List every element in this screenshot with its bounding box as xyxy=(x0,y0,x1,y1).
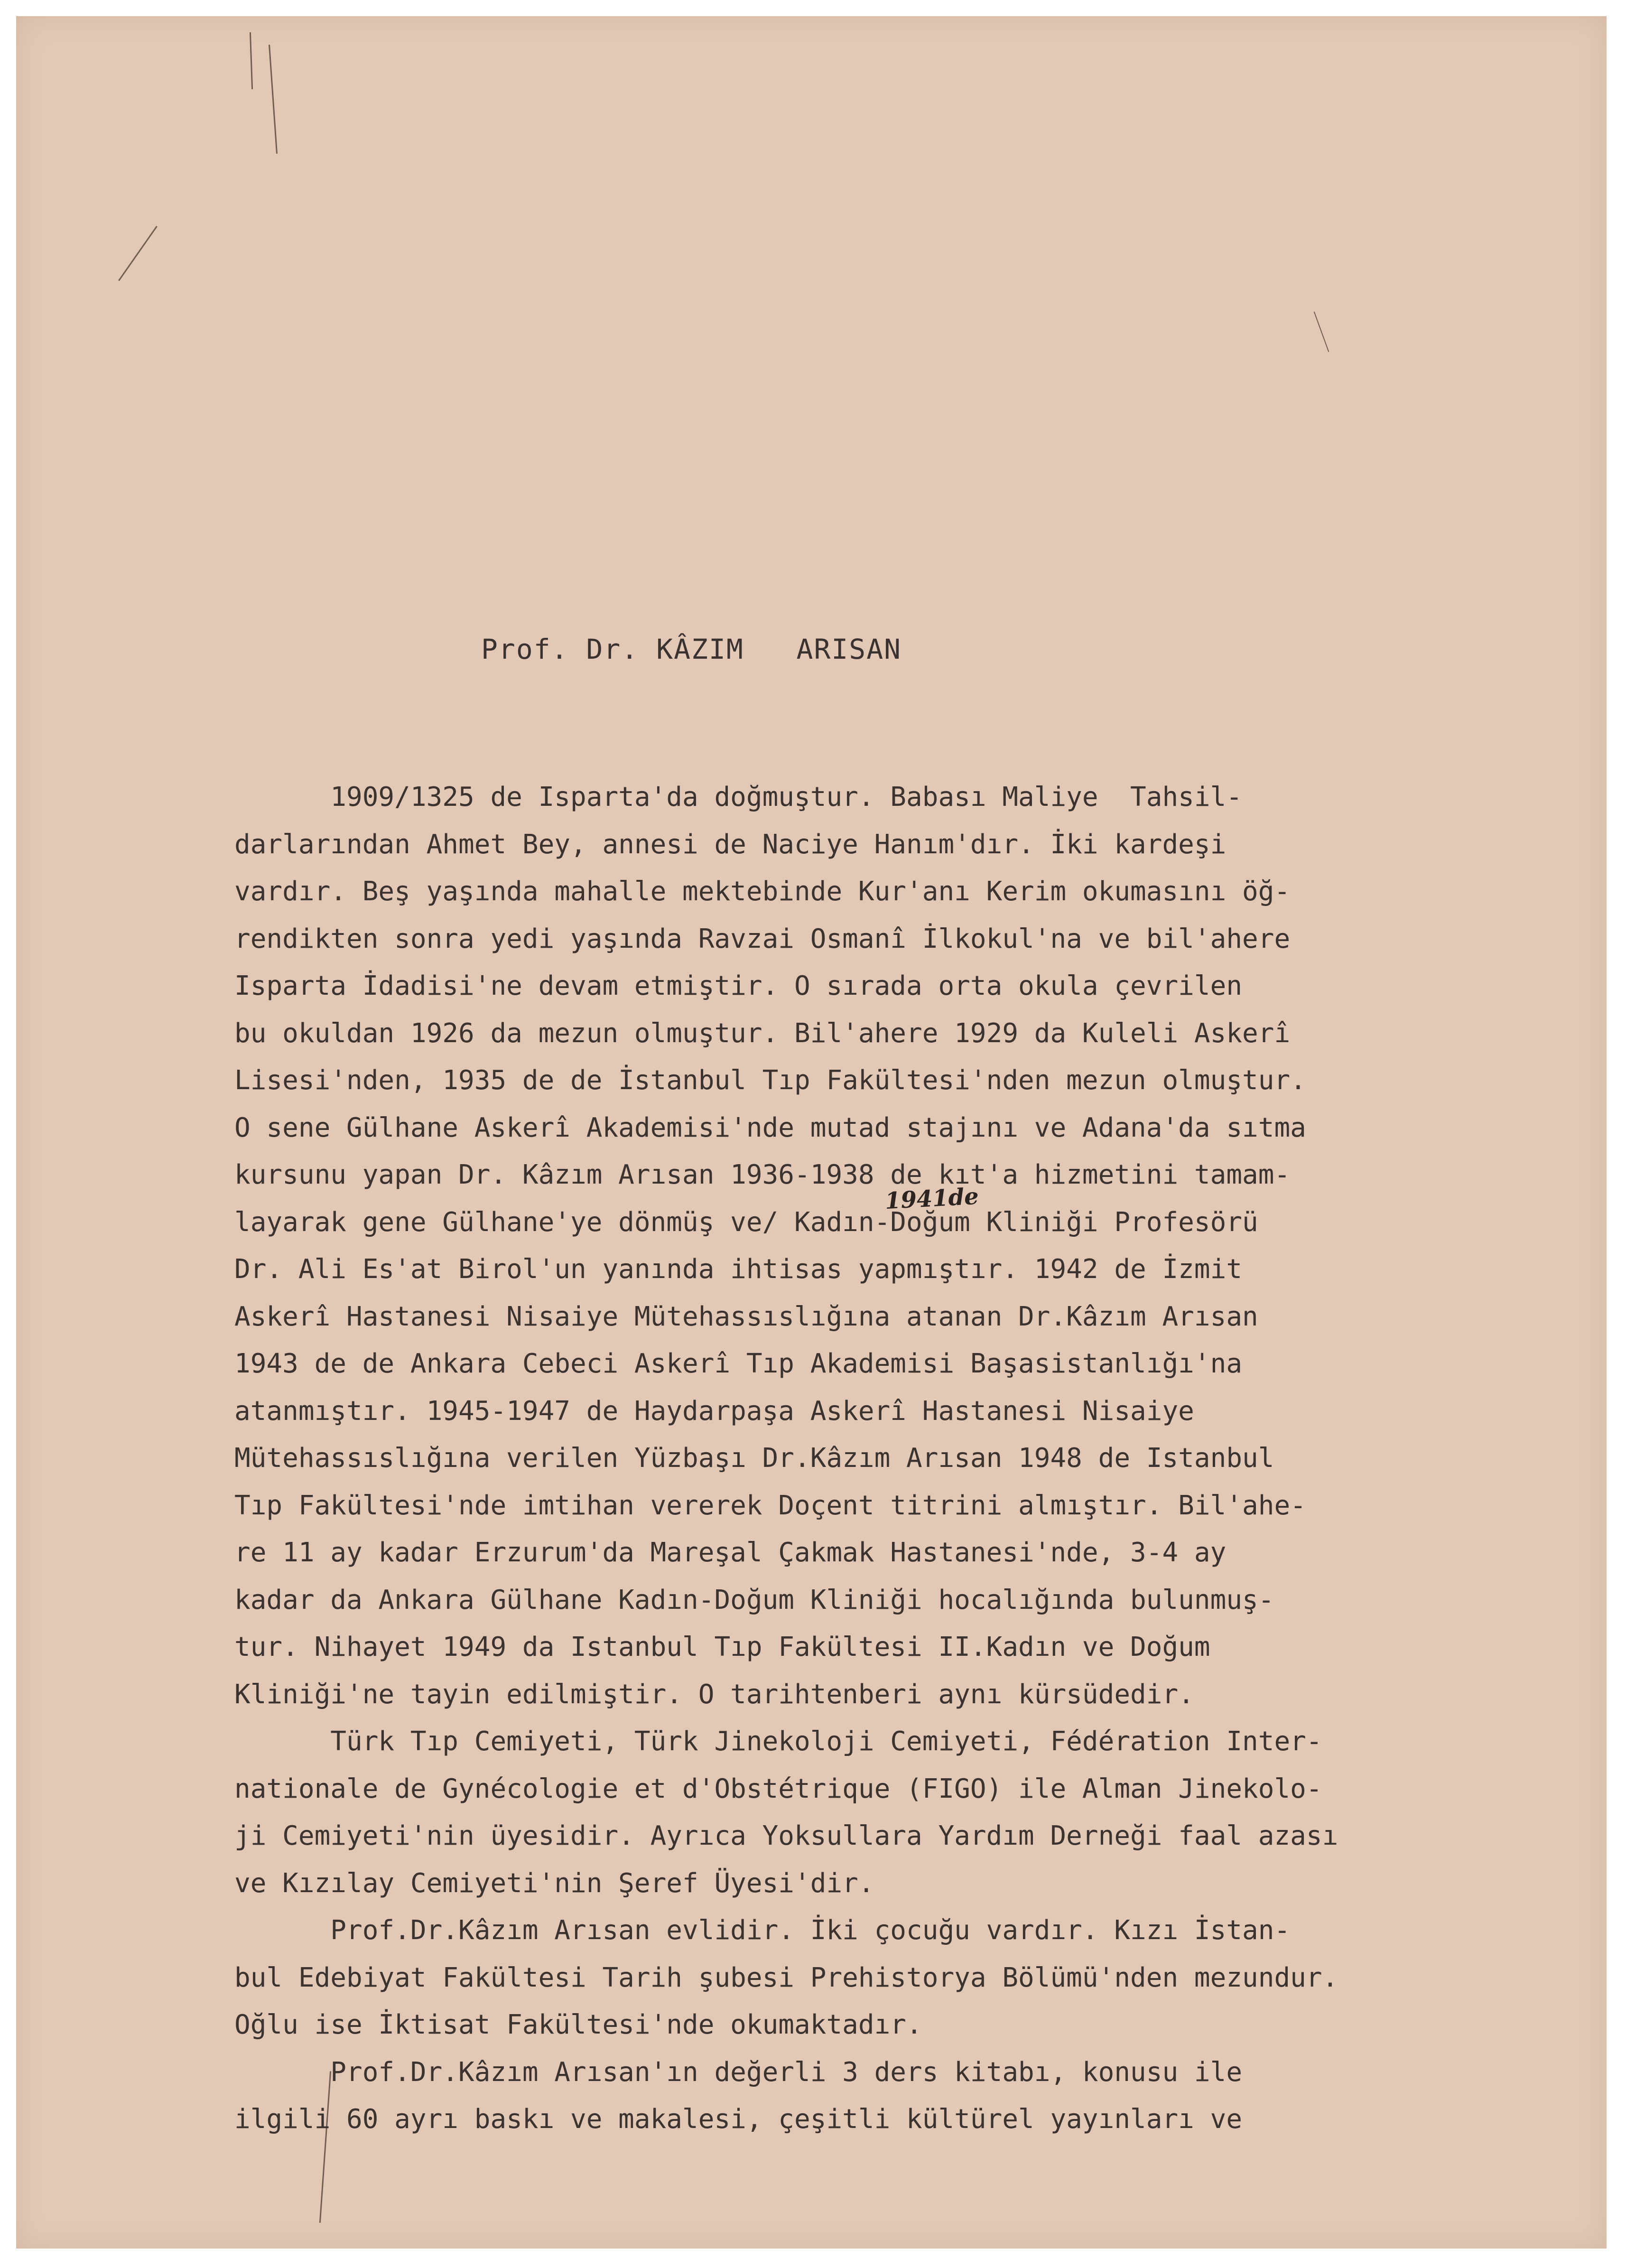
text-line: Lisesi'nden, 1935 de de İstanbul Tıp Fakültesi'nden mezun olmuştur. xyxy=(234,1065,1306,1096)
text-line: Isparta İdadisi'ne devam etmiştir. O sırada orta okula çevrilen xyxy=(234,971,1243,1001)
pencil-mark xyxy=(250,32,253,89)
text-line: Mütehassıslığına verilen Yüzbaşı Dr.Kâzım Arısan 1948 de Istanbul xyxy=(234,1443,1274,1474)
text-line: rendikten sonra yedi yaşında Ravzai Osmanî İlkokul'na ve bil'ahere xyxy=(234,923,1291,954)
document-body xyxy=(234,774,1610,2143)
text-line: Dr. Ali Es'at Birol'un yanında ihtisas yapmıştır. 1942 de İzmit xyxy=(234,1254,1243,1285)
page-title: Prof. Dr. KÂZIM ARISAN xyxy=(481,633,902,665)
text-line: tur. Nihayet 1949 da Istanbul Tıp Fakültesi II.Kadın ve Doğum xyxy=(234,1632,1210,1662)
text-line: Askerî Hastanesi Nisaiye Mütehassıslığına atanan Dr.Kâzım Arısan xyxy=(234,1301,1258,1332)
text-line: kadar da Ankara Gülhane Kadın-Doğum Kliniği hocalığında bulunmuş- xyxy=(234,1584,1274,1615)
text-line: Oğlu ise İktisat Fakültesi'nde okumaktadır. xyxy=(234,2009,922,2040)
text-line: re 11 ay kadar Erzurum'da Mareşal Çakmak Hastanesi'nde, 3-4 ay xyxy=(234,1537,1226,1568)
text-line: nationale de Gynécologie et d'Obstétrique (FIGO) ile Alman Jinekolo- xyxy=(234,1773,1322,1804)
pencil-mark xyxy=(1314,311,1329,352)
text-line: kursunu yapan Dr. Kâzım Arısan 1936-1938 de kıt'a hizmetini tamam- xyxy=(234,1159,1291,1190)
text-line: bul Edebiyat Fakültesi Tarih şubesi Prehistorya Bölümü'nden mezundur. xyxy=(234,1962,1338,1993)
text-line: ilgili 60 ayrı baskı ve makalesi, çeşitli kültürel yayınları ve xyxy=(234,2104,1243,2135)
text-line: darlarından Ahmet Bey, annesi de Naciye Hanım'dır. İki kardeşi xyxy=(234,829,1226,860)
pencil-mark xyxy=(118,226,158,281)
text-line: Prof.Dr.Kâzım Arısan evlidir. İki çocuğu vardır. Kızı İstan- xyxy=(234,1915,1291,1946)
text-line: atanmıştır. 1945-1947 de Haydarpaşa Askerî Hastanesi Nisaiye xyxy=(234,1395,1194,1427)
text-line: vardır. Beş yaşında mahalle mektebinde Kur'anı Kerim okumasını öğ- xyxy=(234,876,1291,907)
text-line: Prof.Dr.Kâzım Arısan'ın değerli 3 ders kitabı, konusu ile xyxy=(234,2056,1243,2088)
text-line: O sene Gülhane Askerî Akademisi'nde mutad stajını ve Adana'da sıtma xyxy=(234,1112,1306,1143)
text-line: ji Cemiyeti'nin üyesidir. Ayrıca Yoksullara Yardım Derneği faal azası xyxy=(234,1820,1338,1851)
text-line: 1909/1325 de Isparta'da doğmuştur. Babası Maliye Tahsil- xyxy=(234,782,1243,812)
text-line: bu okuldan 1926 da mezun olmuştur. Bil'ahere 1929 da Kuleli Askerî xyxy=(234,1017,1291,1049)
handwritten-annotation: 1941de xyxy=(884,1183,980,1215)
text-line: Türk Tıp Cemiyeti, Türk Jinekoloji Cemiyeti, Fédération Inter- xyxy=(234,1726,1322,1757)
text-line: ve Kızılay Cemiyeti'nin Şeref Üyesi'dir. xyxy=(234,1867,874,1899)
text-line: 1943 de de Ankara Cebeci Askerî Tıp Akademisi Başasistanlığı'na xyxy=(234,1348,1243,1379)
text-line: Kliniği'ne tayin edilmiştir. O tarihtenberi aynı kürsüdedir. xyxy=(234,1679,1194,1710)
text-line: layarak gene Gülhane'ye dönmüş ve/ Kadın-Doğum Kliniği Profesörü xyxy=(234,1206,1258,1238)
text-line: Tıp Fakültesi'nde imtihan vererek Doçent titrini almıştır. Bil'ahe- xyxy=(234,1490,1306,1521)
pencil-mark xyxy=(269,45,278,154)
